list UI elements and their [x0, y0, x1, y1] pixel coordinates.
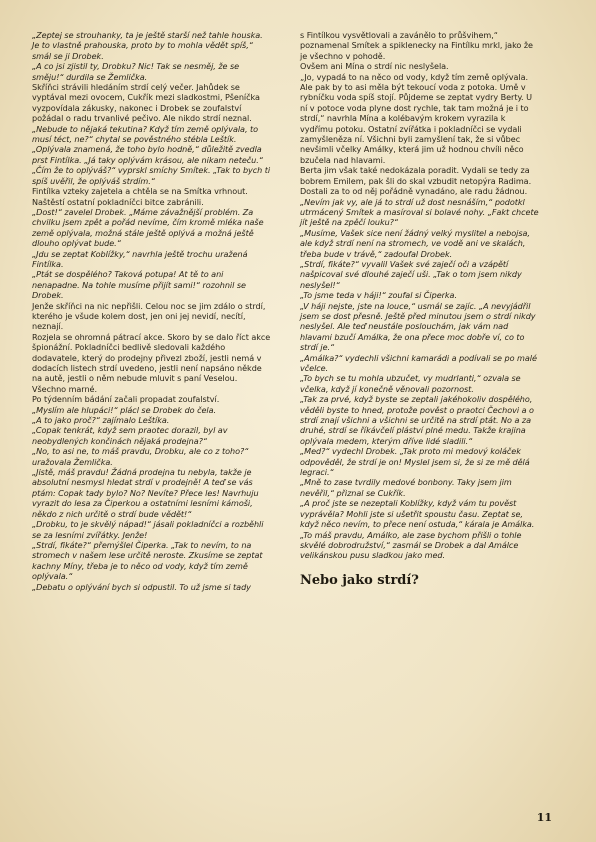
- story-paragraph: „Ptát se dospělého? Taková potupa! At tě to ani nenapadne. Na tohle musíme přijít sami!“ rozohnil se Drobek.: [32, 269, 246, 301]
- page-number: 11: [536, 811, 552, 824]
- story-paragraph: „Debatu o oplývání bych si odpustil. To už jsme si tady: [32, 581, 251, 592]
- story-paragraph: „A proč jste se nezeptali Koblížky, když vám tu pověst vyprávěla? Mohli jste si ušetřit spoustu času. Zeptat se, když něco nevím, to přece není ostuda,“ kárala je Amálka.: [300, 498, 535, 530]
- story-paragraph: „Zeptej se strouhanky, ta je ještě starší než tahle houska. Je to vlastně prahouska, proto by to mohla vědět spíš,“ smál se ji Drobek.: [32, 30, 263, 61]
- story-paragraph: „Jistě, máš pravdu! Žádná prodejna tu nebyla, takže je absolutní nesmysl hledat strdí v prodejně! A teď se vás ptám: Copak tady bylo? No? Nevíte? Přece les! Navrhuju vyrazit do lesa za Čiperkou a ostatními lesními kámoši, někdo z nich určitě o strdí bude vědět!“: [32, 467, 259, 519]
- story-paragraph: „Jo, vypadá to na něco od vody, když tím země oplývala. Ale pak by to asi měla být tekoucí voda z potoka. Umě v rybníčku voda spíš stojí. Půjdeme se zeptat vydry Berty. U ní v potoce voda plyne dost rychle, tak tam možná je i to strdí,“ navrhla Mína a kolébavým krokem vyrazila k vydřímu potoku. Ostatní zvířátka i pokladníčci se vydali zamyšleněza ní. Všichni byli zamyšlení tak, že si vůbec nevšimli včelky Amálky, která jim už hodnou chvíli něco bzučela nad hlavami.: [300, 71, 532, 165]
- left-text-column: [32, 30, 272, 592]
- story-paragraph: „Musíme, Vašek sice není žádný velký myslitel a nebojsa, ale když strdí není na stromech, ve vodě ani ve skalách, třeba bude v trávě,“ zadoufal Drobek.: [300, 227, 530, 259]
- story-paragraph: „Dost!“ zavelel Drobek. „Máme závažnější problém. Za chvilku jsem zpět a pořád nevíme, čím kromě mléka naše země oplývala, možná stále ještě oplývá a možná ještě dlouho oplývat bude.“: [32, 206, 264, 249]
- section-heading: Nebo jako strdí?: [300, 572, 419, 588]
- story-paragraph: „To bych se tu mohla ubzučet, vy mudrlanti,“ ozvala se včelka, když jí konečně věnovali pozornost.: [300, 373, 521, 394]
- story-paragraph: „Med?“ vydechl Drobek. „Tak proto mi medový koláček odpověděl, že strdí je on! Myslel jsem si, že si ze mě dělá legraci.“: [300, 446, 530, 478]
- story-paragraph: Ovšem ani Mína o strdí nic neslyšela.: [300, 61, 449, 72]
- story-paragraph: „Nevím jak vy, ale já to strdí už dost nesnáším,“ podotkl utrmácený Smítek a masíroval si bolavé nohy. „Fakt chcete jít ještě na zpěčí louku?“: [300, 196, 539, 228]
- story-paragraph: Po týdenním bádání začali propadat zoufalství.: [32, 394, 220, 405]
- story-paragraph: „Strdí, fikáte?“ vyvalil Vašek své zaječí oči a vzápětí našpicoval své dlouhé zaječí uši. „Tak o tom jsem nikdy neslyšel!“: [300, 258, 522, 290]
- story-paragraph: „Čím že to oplýváš?“ vyprskl smíchy Smítek. „Tak to bych ti spíš uvěřil, že oplýváš strdím.“: [32, 165, 271, 186]
- story-paragraph: „Drobku, to je skvělý nápad!“ jásali pokladníčci a rozběhli se za lesními zvířátky. Jenže!: [32, 519, 264, 540]
- story-paragraph: Fintílka vzteky zajetela a chtěla se na Smítka vrhnout. Naštěstí ostatní pokladníčci bitce zabránili.: [32, 186, 248, 207]
- story-paragraph: „Amálka?“ vydechli všichni kamarádi a podívali se po malé včelce.: [300, 352, 537, 373]
- story-paragraph: „To máš pravdu, Amálko, ale zase bychom přišli o tohle skvělé dobrodružství,“ zasmál se Drobek a dal Amálce velikánskou pusu sladkou jako med.: [300, 529, 522, 561]
- story-paragraph: „No, to asi ne, to máš pravdu, Drobku, ale co z toho?“ uražovala Žemlička.: [32, 446, 249, 467]
- story-paragraph: „A to jako proč?“ zajímalo Leštíka.: [32, 415, 170, 426]
- story-paragraph: „A co jsi zjistil ty, Drobku? Nic! Tak se nesměj, že se směju!“ durdila se Žemlička.: [32, 61, 240, 82]
- story-paragraph: Berta jim však také nedokázala poradit. Vydali se tedy za bobrem Emilem, pak šli do skal vzbudit netopýra Radima. Dostali za to od něj pořádně vynadáno, ale radu žádnou.: [300, 165, 532, 197]
- story-paragraph: „V háji nejste, jste na louce,“ usmál se zajíc. „A nevyjádřil jsem se dost přesně. Ještě před minutou jsem o strdí nikdy neslyšel. Ale teď neustále poslouchám, jak vám nad hlavami bzučí Amálka, že ona přece moc dobře ví, co to strdí je.“: [300, 300, 536, 353]
- story-paragraph: Skříňci strávili hledáním strdí celý večer. Jahůdek se vyptával mezi ovocem, Cukřík mezi sladkostmi, Pšeníčka vyzpovídala zákusky, nakonec i Drobek se zoufalství požádal o radu trvanlivé pečivo. Ale nikdo strdí neznal.: [32, 82, 260, 124]
- story-paragraph: „To jsme teda v háji!“ zoufal si Čiperka.: [300, 290, 457, 301]
- story-paragraph: „Oplývala znamená, že toho bylo hodně,“ důležitě zvedla prst Fintílka. „Já taky oplývám krásou, ale nikam neteču.“: [32, 144, 263, 165]
- story-paragraph: s Fintílkou vysvětlovali a zavánělo to průšvihem,“ poznamenal Smítek a spiklenecky na Fintílku mrkl, jako že je všechno v pohodě.: [300, 30, 533, 61]
- story-paragraph: Jenže skříňci na nic nepřišli. Celou noc se jim zdálo o strdí, kterého je všude kolem dost, jen oni jej nevidí, necítí, neznají.: [32, 300, 266, 332]
- story-paragraph: „Myslím ale hlupáci!“ plácl se Drobek do čela.: [32, 404, 217, 415]
- story-paragraph: „Nebude to nějaká tekutina? Když tím země oplývala, to musí téct, ne?“ chytal se pověstného stébla Leštík.: [32, 123, 259, 145]
- story-paragraph: „Jdu se zeptat Koblížky,“ navrhla ještě trochu uražená Fintílka.: [32, 248, 248, 269]
- story-paragraph: Rozjela se ohromná pátrací akce. Skoro by se dalo říct akce špionážní. Pokladníčci bedlivě sledovali každého dodavatele, který do prodejny přivezl zboží, jestli nemá v dodacích listech strdí uvedeno, jestli není napsáno někde na autě, jestli o něm nebude mluvit s paní Veselou. Všechno marné.: [32, 331, 271, 394]
- story-paragraph: „Copak tenkrát, když sem praotec dorazil, byl av neobydlených končinách nějaká prodejna?“: [32, 425, 228, 446]
- story-paragraph: „Strdí, fikáte?“ přemýšlel Čiperka. „Tak to nevím, to na stromech v našem lese určitě neroste. Zkusíme se zeptat kachny Míny, třeba je to něco od vody, když tím země oplývala.“: [32, 539, 263, 582]
- story-paragraph: „Tak za prvé, když byste se zeptali jakéhokoliv dospělého, věděli byste to hned, protože pověst o praotci Čechovi a o strdí znají všichni a všichni se určitě na strdí ptát. No a za druhé, strdí se říkávčelí pláství plné medu. Takže krajina oplývala medem, kterým dříve lidé sladili.“: [300, 394, 534, 446]
- right-text-column: [300, 30, 540, 589]
- story-paragraph: „Mně to zase tvrdily medové bonbony. Taky jsem jim nevěřil,“ přiznal se Cukřík.: [300, 477, 512, 498]
